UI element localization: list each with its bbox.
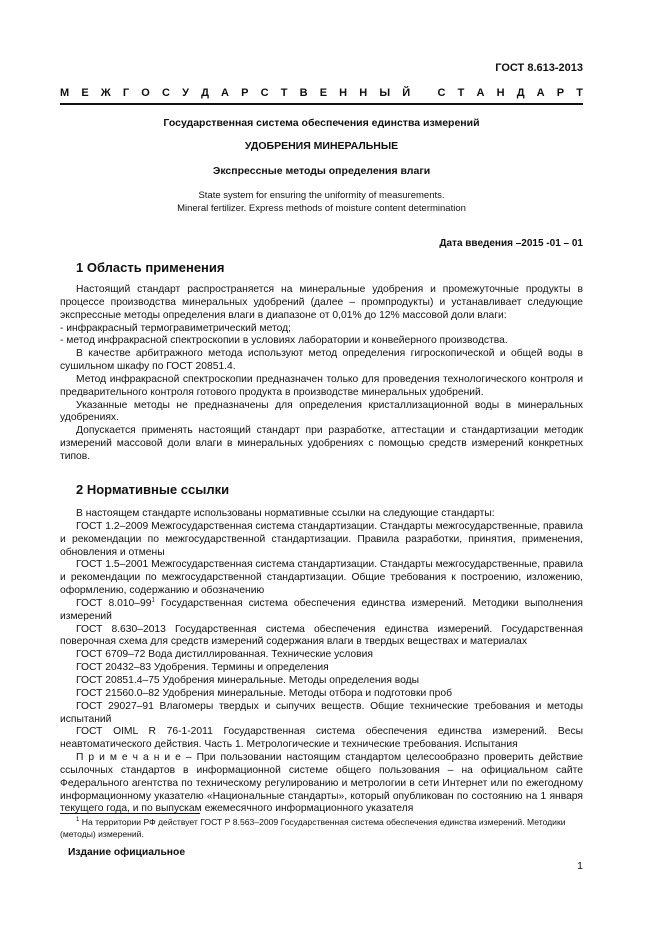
section2-heading: 2 Нормативные ссылки bbox=[76, 482, 230, 497]
banner-letter: Е bbox=[81, 87, 89, 99]
section2-body bbox=[60, 508, 583, 816]
banner-letter: Р bbox=[241, 87, 249, 99]
banner-letter: Й bbox=[402, 87, 411, 99]
paragraph: Метод инфракрасной спектроскопии предназначен только для проведения технологического контроля и предварительного контроля готового продукта в производстве минеральных удобрений. bbox=[60, 373, 583, 398]
banner-letter: С bbox=[260, 87, 269, 99]
banner-letter: С bbox=[161, 87, 170, 99]
banner-letter: Д bbox=[516, 87, 525, 99]
reference-item: ГОСТ 29027–91 Влагомеры твердых и сыпучих веществ. Общие технические требования и методы испытаний bbox=[60, 700, 583, 725]
banner-letter: М bbox=[60, 87, 70, 99]
reference-item: ГОСТ 8.630–2013 Государственная система обеспечения единства измерений. Государственная поверочная схема для средств измерений содержания влаги в твердых веществах и материалах bbox=[60, 623, 583, 648]
main-title: УДОБРЕНИЯ МИНЕРАЛЬНЫЕ bbox=[244, 140, 399, 152]
paragraph: Допускается применять настоящий стандарт при разработке, аттестации и стандартизации методик измерений массовой доли влаги в минеральных удобрениях с помощью средств измерений конкретных типов. bbox=[60, 425, 583, 462]
footnote-divider bbox=[60, 813, 200, 814]
note-text: – При пользовании настоящим стандартом целесообразно проверить действие ссылочных стандартов в информационной системе общего пользования – на официальном сайте Федерального агентства по техническому регулированию и метрологии в сети Интернет или по ежегодному информационному указателю «Национальные стандарты», который опубликован по состоянию на 1 января текущего года, и по выпускам ежемесячного информационного указателя bbox=[60, 752, 583, 815]
english-title-line2: Mineral fertilizer. Express methods of moisture content determination bbox=[177, 203, 466, 214]
reference-item: ГОСТ 21560.0–82 Удобрения минеральные. Методы отбора и подготовки проб bbox=[76, 687, 452, 699]
english-title bbox=[60, 189, 583, 215]
paragraph: В качестве арбитражного метода используют метод определения гигроскопической и общей воды в сушильном шкафу по ГОСТ 20851.4. bbox=[60, 348, 583, 373]
gost-number: ГОСТ 8.613-2013 bbox=[495, 62, 583, 74]
reference-item bbox=[60, 598, 583, 624]
reference-item: ГОСТ OIML R 76-1-2011 Государственная система обеспечения единства измерений. Весы неавтоматического действия. Часть 1. Метрологические и технические требования. Испытания bbox=[60, 726, 583, 751]
banner-letter bbox=[422, 87, 425, 99]
banner-letter: Р bbox=[556, 87, 565, 99]
note-label: П р и м е ч а н и е bbox=[76, 752, 181, 764]
banner-letter: С bbox=[437, 87, 446, 99]
banner-letter: В bbox=[299, 87, 308, 99]
banner-letter: Т bbox=[576, 87, 583, 99]
footnote-text: На территории РФ действует ГОСТ Р 8.563–2009 Государственная система обеспечения единства измерений. Методики (методы) измерений. bbox=[60, 817, 566, 839]
banner-letter: Г bbox=[122, 87, 130, 99]
reference-item: ГОСТ 1.2–2009 Межгосударственная система стандартизации. Стандарты межгосударственные, правила и рекомендации по межгосударственной стандартизации. Правила разработки, принятия, применения, обновления и отмены bbox=[60, 520, 583, 558]
banner-letter: У bbox=[182, 87, 189, 99]
list-item: - метод инфракрасной спектроскопии в условиях лаборатории и конвейерного производства. bbox=[60, 335, 508, 347]
banner-letter: А bbox=[536, 87, 545, 99]
banner-letter: Ы bbox=[379, 87, 391, 99]
banner-letter: Н bbox=[496, 87, 505, 99]
reference-item: ГОСТ 20851.4–75 Удобрения минеральные. Методы определения воды bbox=[76, 674, 420, 686]
banner-letter: Д bbox=[201, 87, 209, 99]
system-title: Государственная система обеспечения единства измерений bbox=[163, 117, 480, 129]
banner-letter: Т bbox=[280, 87, 288, 99]
intro-date: Дата введения –2015 -01 – 01 bbox=[439, 238, 583, 249]
page-number: 1 bbox=[577, 860, 583, 872]
footnote-mark: 1 bbox=[76, 817, 80, 824]
banner-letter: А bbox=[221, 87, 229, 99]
paragraph: Настоящий стандарт распространяется на минеральные удобрения и промежуточные продукты в процессе производства минеральных удобрений (далее – промпродукты) и устанавливает следующие экспрессные методы определения влаги в диапазоне от 0,01% до 12% массовой доли влаги: bbox=[60, 284, 583, 321]
reference-item: ГОСТ 1.5–2001 Межгосударственная система стандартизации. Стандарты межгосударственные, правила и рекомендации по межгосударственной стандартизации. Общие требования к построению, изложению, оформлению, содержанию и обозначению bbox=[60, 559, 583, 597]
banner-letter: Н bbox=[359, 87, 368, 99]
banner-letter: Т bbox=[457, 87, 465, 99]
reference-item: ГОСТ 6709–72 Вода дистиллированная. Технические условия bbox=[76, 649, 373, 661]
sub-title: Экспрессные методы определения влаги bbox=[212, 165, 431, 177]
list-item: - инфракрасный термогравиметрический метод; bbox=[60, 322, 291, 334]
reference-item: ГОСТ 20432–83 Удобрения. Термины и определения bbox=[76, 662, 329, 674]
note bbox=[60, 752, 583, 816]
header-divider bbox=[60, 103, 583, 105]
banner-letter: Н bbox=[339, 87, 348, 99]
banner-letter: О bbox=[141, 87, 150, 99]
paragraph: В настоящем стандарте использованы нормативные ссылки на следующие стандарты: bbox=[76, 508, 495, 519]
edition-label: Издание официальное bbox=[68, 847, 186, 858]
section1-heading: 1 Область применения bbox=[76, 260, 225, 275]
section1-body bbox=[60, 284, 583, 464]
banner-letter: А bbox=[476, 87, 485, 99]
banner-letter: Е bbox=[319, 87, 328, 99]
banner-letter: Ж bbox=[100, 87, 111, 99]
english-title-line1: State system for ensuring the uniformity of measurements. bbox=[198, 190, 445, 201]
reference-text: Государственная система обеспечения единства измерений. Методики выполнения измерений bbox=[60, 597, 583, 622]
paragraph: Указанные методы не предназначены для определения кристаллизационной воды в минеральных удобрениях. bbox=[60, 399, 583, 424]
footnote-mark: 1 bbox=[151, 597, 155, 604]
footnote bbox=[60, 817, 583, 840]
interstate-standard-banner bbox=[60, 87, 583, 99]
reference-code: ГОСТ 8.010–99 bbox=[76, 597, 152, 609]
